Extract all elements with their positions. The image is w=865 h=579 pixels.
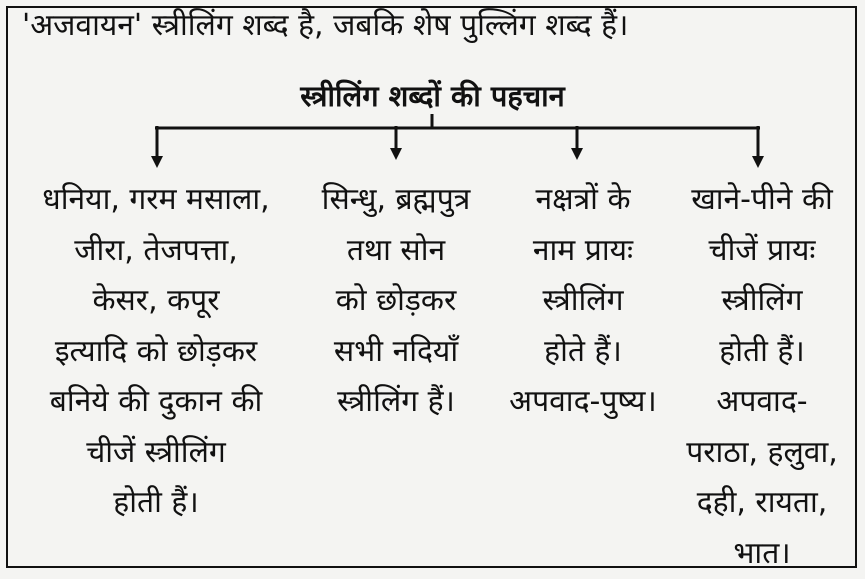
column-spice-shop-items	[20, 175, 292, 529]
column-3-line: होते हैं।	[498, 327, 668, 378]
column-4-line: स्त्रीलिंग	[668, 276, 856, 327]
arrowhead-4	[752, 156, 764, 168]
column-3-line: नक्षत्रों के	[498, 175, 668, 226]
column-2-line: को छोड़कर	[296, 276, 496, 327]
column-3-line: अपवाद-पुष्य।	[498, 377, 668, 428]
arrowhead-1	[151, 156, 163, 168]
arrowhead-2	[390, 148, 402, 160]
column-1-line: धनिया, गरम मसाला,	[20, 175, 292, 226]
column-4-line: होती हैं।	[668, 327, 856, 378]
column-rivers	[296, 175, 496, 428]
column-3-line: नाम प्रायः	[498, 226, 668, 277]
column-1-line: होती हैं।	[20, 478, 292, 529]
intro-sentence: 'अजवायन' स्त्रीलिंग शब्द है, जबकि शेष पुल्लिंग शब्द हैं।	[22, 6, 628, 46]
arrowhead-3	[571, 148, 583, 160]
column-1-line: जीरा, तेजपत्ता,	[20, 226, 292, 277]
column-4-line: दही, रायता,	[668, 478, 856, 529]
column-4-line: भात।	[668, 529, 856, 579]
column-constellations	[498, 175, 668, 428]
column-3-line: स्त्रीलिंग	[498, 276, 668, 327]
column-2-line: सिन्धु, ब्रह्मपुत्र	[296, 175, 496, 226]
column-4-line: अपवाद-	[668, 377, 856, 428]
column-4-line: खाने-पीने की	[668, 175, 856, 226]
column-2-line: स्त्रीलिंग हैं।	[296, 377, 496, 428]
column-1-line: केसर, कपूर	[20, 276, 292, 327]
column-food-items	[668, 175, 856, 579]
column-1-line: बनिये की दुकान की	[20, 377, 292, 428]
column-1-line: चीजें स्त्रीलिंग	[20, 428, 292, 479]
diagram-heading: स्त्रीलिंग शब्दों की पहचान	[0, 76, 865, 116]
column-2-line: सभी नदियाँ	[296, 327, 496, 378]
column-2-line: तथा सोन	[296, 226, 496, 277]
column-4-line: पराठा, हलुवा,	[668, 428, 856, 479]
column-4-line: चीजें प्रायः	[668, 226, 856, 277]
column-1-line: इत्यादि को छोड़कर	[20, 327, 292, 378]
